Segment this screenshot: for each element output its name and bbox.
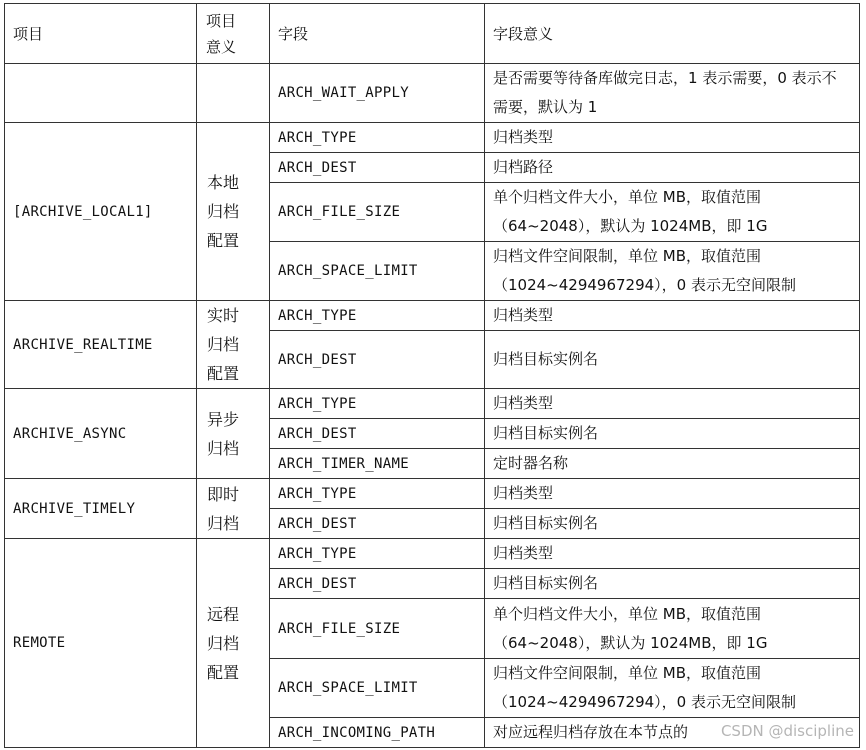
field-cell: ARCH_TYPE (270, 539, 485, 569)
table-body (5, 64, 860, 748)
table-row (5, 479, 860, 509)
field-cell: ARCH_DEST (270, 419, 485, 449)
field-cell: ARCH_DEST (270, 331, 485, 389)
field-meaning-cell: 归档目标实例名 (485, 419, 860, 449)
field-meaning-cell: 归档文件空间限制，单位 MB，取值范围（1024~4294967294），0 表示无空间限制 (485, 242, 860, 301)
table-row (5, 64, 860, 123)
header-item-meaning: 项目 意义 (197, 4, 270, 64)
watermark: CSDN @discipline (720, 722, 854, 740)
field-cell: ARCH_TIMER_NAME (270, 449, 485, 479)
item-cell: ARCHIVE_ASYNC (5, 389, 197, 479)
item-cell: REMOTE (5, 539, 197, 748)
item-meaning-cell: 实时 归档 配置 (197, 301, 270, 389)
field-meaning-cell: 对应远程归档存放在本节点的 (485, 718, 860, 748)
field-cell: ARCH_SPACE_LIMIT (270, 659, 485, 718)
item-meaning-cell: 异步 归档 (197, 389, 270, 479)
table-row (5, 123, 860, 153)
table-row (5, 301, 860, 331)
field-cell: ARCH_TYPE (270, 389, 485, 419)
archive-config-table (4, 3, 860, 748)
field-cell: ARCH_FILE_SIZE (270, 599, 485, 659)
field-meaning-cell: 归档文件空间限制，单位 MB，取值范围（1024~4294967294），0 表示无空间限制 (485, 659, 860, 718)
field-meaning-cell: 归档类型 (485, 539, 860, 569)
field-meaning-cell: 归档目标实例名 (485, 331, 860, 389)
field-meaning-cell: 归档路径 (485, 153, 860, 183)
field-cell: ARCH_DEST (270, 509, 485, 539)
field-cell: ARCH_DEST (270, 153, 485, 183)
field-cell: ARCH_TYPE (270, 301, 485, 331)
field-meaning-cell: 归档类型 (485, 123, 860, 153)
field-meaning-cell: 归档类型 (485, 479, 860, 509)
field-meaning-cell: 归档类型 (485, 389, 860, 419)
header-row (5, 4, 860, 64)
header-field-meaning: 字段意义 (485, 4, 860, 64)
field-cell: ARCH_FILE_SIZE (270, 183, 485, 242)
header-field: 字段 (270, 4, 485, 64)
table-row (5, 539, 860, 569)
item-cell (5, 64, 197, 123)
field-cell: ARCH_SPACE_LIMIT (270, 242, 485, 301)
table-row (5, 389, 860, 419)
header-item: 项目 (5, 4, 197, 64)
field-cell: ARCH_WAIT_APPLY (270, 64, 485, 123)
field-meaning-cell: 是否需要等待备库做完日志，1 表示需要，0 表示不需要，默认为 1 (485, 64, 860, 123)
field-cell: ARCH_TYPE (270, 479, 485, 509)
field-cell: ARCH_INCOMING_PATH (270, 718, 485, 748)
field-meaning-cell: 归档目标实例名 (485, 569, 860, 599)
field-cell: ARCH_DEST (270, 569, 485, 599)
item-meaning-cell: 本地 归档 配置 (197, 123, 270, 301)
item-meaning-cell: 远程 归档 配置 (197, 539, 270, 748)
field-meaning-cell: 归档类型 (485, 301, 860, 331)
item-cell: ARCHIVE_TIMELY (5, 479, 197, 539)
item-meaning-cell: 即时 归档 (197, 479, 270, 539)
item-cell: ARCHIVE_REALTIME (5, 301, 197, 389)
item-meaning-cell (197, 64, 270, 123)
item-cell: [ARCHIVE_LOCAL1] (5, 123, 197, 301)
field-meaning-cell: 归档目标实例名 (485, 509, 860, 539)
field-cell: ARCH_TYPE (270, 123, 485, 153)
field-meaning-cell: 定时器名称 (485, 449, 860, 479)
field-meaning-cell: 单个归档文件大小，单位 MB，取值范围（64~2048），默认为 1024MB，即 1G (485, 599, 860, 659)
field-meaning-cell: 单个归档文件大小，单位 MB，取值范围（64~2048），默认为 1024MB，即 1G (485, 183, 860, 242)
